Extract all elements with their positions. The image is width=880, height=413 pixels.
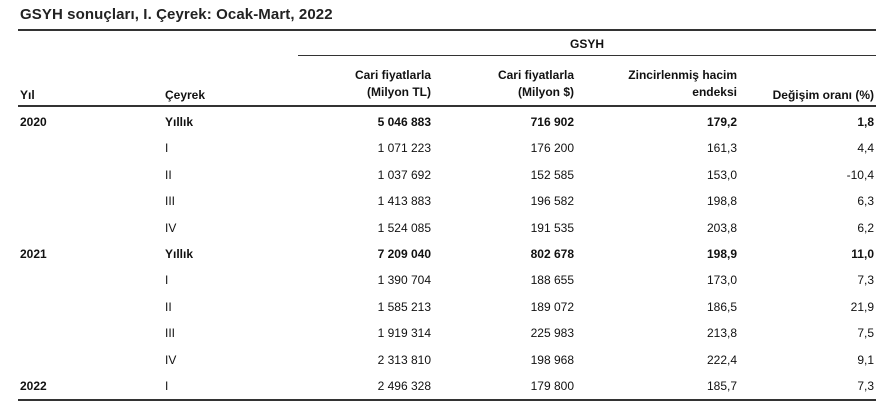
cell-ceyrek: I: [165, 273, 169, 288]
cell-cari-tl: 1 585 213: [377, 299, 431, 314]
cell-degisim: 4,4: [857, 141, 874, 156]
cell-cari-usd: 196 582: [530, 194, 574, 209]
top-rule: [18, 29, 876, 31]
cell-degisim: 7,3: [857, 273, 874, 288]
cell-ceyrek: II: [165, 167, 172, 182]
cell-ceyrek: IV: [165, 352, 177, 367]
table-row: [0, 214, 880, 240]
table-row: [0, 108, 880, 134]
cell-zincirlenmis: 213,8: [706, 326, 737, 341]
table-row: [0, 293, 880, 319]
cell-cari-tl: 1 413 883: [377, 194, 431, 209]
header-cari-usd-line2: (Milyon $): [518, 85, 574, 99]
cell-year: 2022: [20, 378, 47, 393]
table-row: [0, 266, 880, 292]
cell-cari-tl: 2 496 328: [377, 378, 431, 393]
cell-cari-usd: 225 983: [530, 326, 574, 341]
header-degisim: Değişim oranı (%): [772, 88, 874, 102]
cell-degisim: 21,9: [850, 299, 874, 314]
cell-zincirlenmis: 186,5: [706, 299, 737, 314]
cell-ceyrek: I: [165, 141, 169, 156]
cell-zincirlenmis: 222,4: [706, 352, 737, 367]
cell-ceyrek: Yıllık: [165, 115, 194, 129]
table-body: [0, 108, 880, 398]
cell-degisim: 7,5: [857, 326, 874, 341]
cell-cari-usd: 198 968: [530, 352, 574, 367]
cell-cari-usd: 176 200: [530, 141, 574, 156]
gsyh-group-header: GSYH: [569, 37, 604, 51]
cell-cari-usd: 188 655: [530, 273, 574, 288]
cell-year: 2021: [20, 246, 47, 261]
header-cari-usd: [444, 67, 574, 101]
cell-cari-tl: 1 390 704: [377, 273, 431, 288]
table-row: [0, 346, 880, 372]
cell-cari-usd: 179 800: [530, 378, 574, 393]
cell-degisim: 7,3: [857, 378, 874, 393]
header-cari-tl: [301, 67, 431, 101]
table-row: [0, 134, 880, 160]
cell-degisim: 6,2: [857, 220, 874, 235]
cell-cari-tl: 1 919 314: [377, 326, 431, 341]
cell-degisim: -10,4: [846, 167, 874, 182]
bottom-rule: [18, 399, 876, 401]
cell-cari-usd: 152 585: [530, 167, 574, 182]
table-row: [0, 319, 880, 345]
cell-cari-tl: 7 209 040: [377, 246, 431, 261]
cell-zincirlenmis: 203,8: [706, 220, 737, 235]
cell-ceyrek: II: [165, 299, 172, 314]
cell-cari-usd: 191 535: [530, 220, 574, 235]
cell-cari-usd: 802 678: [530, 246, 574, 261]
cell-zincirlenmis: 161,3: [706, 141, 737, 156]
cell-cari-usd: 716 902: [530, 115, 574, 129]
cell-degisim: 6,3: [857, 194, 874, 209]
gsyh-group-rule: [298, 55, 876, 56]
table-row: [0, 240, 880, 266]
header-zincirlenmis-line2: endeksi: [692, 85, 737, 99]
cell-cari-tl: 2 313 810: [377, 352, 431, 367]
header-cari-tl-line2: (Milyon TL): [367, 85, 431, 99]
table-row: [0, 161, 880, 187]
cell-zincirlenmis: 153,0: [706, 167, 737, 182]
cell-degisim: 9,1: [857, 352, 874, 367]
table-row: [0, 372, 880, 398]
cell-ceyrek: III: [165, 326, 176, 341]
cell-zincirlenmis: 185,7: [706, 378, 737, 393]
table-row: [0, 187, 880, 213]
cell-zincirlenmis: 179,2: [706, 115, 737, 129]
cell-degisim: 11,0: [851, 246, 874, 261]
cell-cari-tl: 1 524 085: [377, 220, 431, 235]
cell-degisim: 1,8: [857, 115, 874, 129]
cell-ceyrek: Yıllık: [165, 246, 194, 261]
cell-zincirlenmis: 173,0: [706, 273, 737, 288]
header-cari-tl-line1: Cari fiyatlarla: [354, 68, 431, 82]
cell-year: 2020: [20, 115, 47, 129]
cell-cari-tl: 1 037 692: [377, 167, 431, 182]
cell-zincirlenmis: 198,9: [706, 246, 737, 261]
header-ceyrek: Çeyrek: [165, 88, 206, 102]
header-rule: [18, 105, 876, 107]
header-yil: Yıl: [20, 88, 35, 102]
cell-cari-tl: 5 046 883: [377, 115, 431, 129]
cell-zincirlenmis: 198,8: [706, 194, 737, 209]
cell-cari-tl: 1 071 223: [377, 141, 431, 156]
cell-ceyrek: I: [165, 378, 169, 393]
header-zincirlenmis: [597, 67, 737, 101]
cell-ceyrek: IV: [165, 220, 177, 235]
cell-ceyrek: III: [165, 194, 176, 209]
table-title: GSYH sonuçları, I. Çeyrek: Ocak-Mart, 2022: [20, 6, 333, 23]
cell-cari-usd: 189 072: [530, 299, 574, 314]
header-zincirlenmis-line1: Zincirlenmiş hacim: [628, 68, 737, 82]
header-cari-usd-line1: Cari fiyatlarla: [497, 68, 574, 82]
